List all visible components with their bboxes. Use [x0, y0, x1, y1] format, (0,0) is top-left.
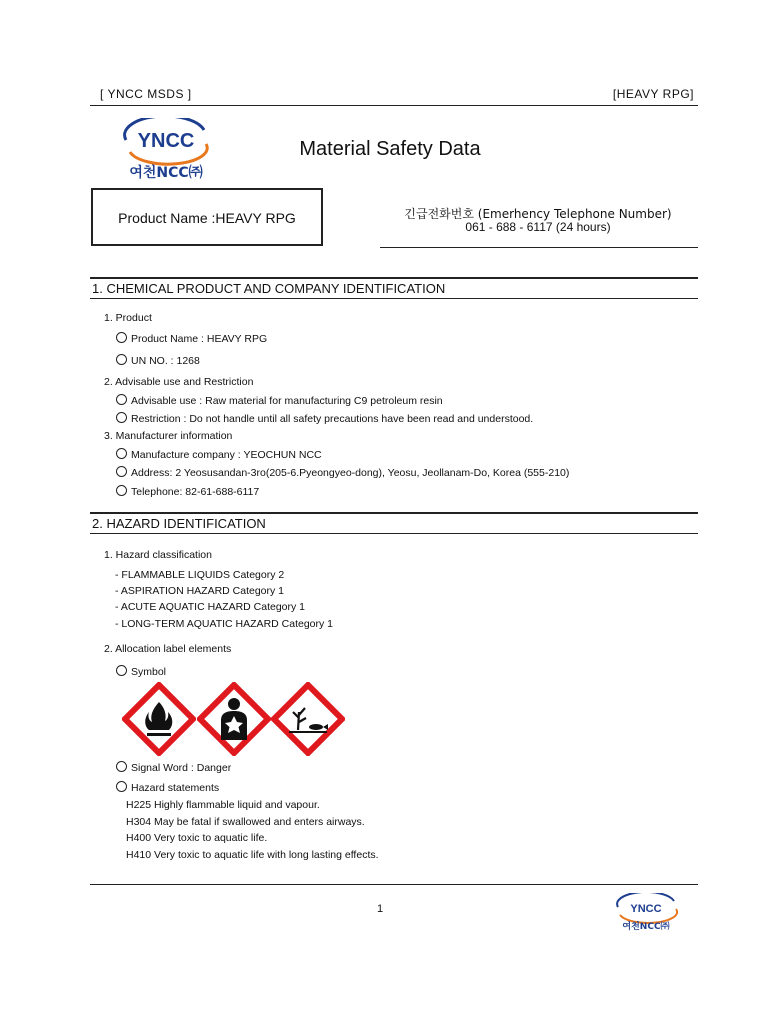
environment-icon [271, 682, 345, 756]
section2-line [126, 799, 320, 811]
section1-top-rule [90, 277, 698, 279]
section2-line-text: - LONG-TERM AQUATIC HAZARD Category 1 [115, 618, 334, 630]
section1-line-text: Telephone: 82-61-688-6117 [131, 486, 260, 498]
section2-line [126, 849, 379, 861]
section2-line-text: H410 Very toxic to aquatic life with long lasting effects. [126, 849, 379, 861]
section2-line [115, 601, 305, 613]
bullet-circle-icon [116, 394, 127, 405]
section2-line [104, 549, 212, 561]
footer-logo-korean: 여천NCC㈜ [622, 922, 670, 932]
bullet-circle-icon [116, 354, 127, 365]
section2-line [126, 816, 365, 828]
bullet-circle-icon [116, 665, 127, 676]
emergency-label: 긴급전화번호 (Emerhency Telephone Number) [404, 207, 672, 221]
footer-logo-wordmark: YNCC [630, 903, 662, 915]
section2-line [115, 618, 333, 630]
bullet-circle-icon [116, 485, 127, 496]
header-doc-id: [ YNCC MSDS ] [100, 87, 192, 101]
section1-line-text: Advisable use : Raw material for manufacturing C9 petroleum resin [131, 395, 443, 407]
product-name-text: Product Name :HEAVY RPG [118, 210, 296, 226]
section1-line [116, 485, 259, 498]
section2-line [126, 832, 267, 844]
section1-line [116, 332, 267, 345]
page-number: 1 [376, 903, 384, 915]
footer-rule [90, 884, 698, 885]
section2-line [115, 569, 284, 581]
emergency-rule [380, 247, 698, 248]
section1-line [116, 354, 200, 367]
section2-line-text: 1. Hazard classification [104, 549, 212, 561]
bullet-circle-icon [116, 332, 127, 343]
bullet-circle-icon [116, 466, 127, 477]
section1-line-text: 1. Product [104, 312, 152, 324]
document-title: Material Safety Data [299, 138, 481, 160]
logo-wordmark: YNCC [137, 130, 195, 152]
section1-line [116, 394, 443, 407]
section2-line-text: - ASPIRATION HAZARD Category 1 [115, 585, 285, 597]
section2-line [115, 585, 284, 597]
section2-line [116, 665, 166, 678]
section1-line [116, 412, 533, 425]
section1-title: 1. CHEMICAL PRODUCT AND COMPANY IDENTIFICATION [92, 281, 446, 296]
section2-line-text: H400 Very toxic to aquatic life. [126, 832, 268, 844]
flame-icon [122, 682, 196, 756]
health-hazard-icon [197, 682, 271, 756]
section1-line-text: Manufacture company : YEOCHUN NCC [131, 449, 322, 461]
bullet-circle-icon [116, 781, 127, 792]
section1-line [104, 430, 232, 442]
section1-line [104, 376, 253, 388]
section2-line-text: - ACUTE AQUATIC HAZARD Category 1 [115, 601, 306, 613]
section1-line [116, 466, 569, 479]
footer-logo [612, 893, 682, 933]
yncc-logo [118, 118, 218, 184]
section2-line-text: H225 Highly flammable liquid and vapour. [126, 799, 320, 811]
section2-title: 2. HAZARD IDENTIFICATION [92, 516, 266, 531]
section1-line-text: Address: 2 Yeosusandan-3ro(205-6.Pyeongyeo-dong), Yeosu, Jeollanam-Do, Korea (555-210) [131, 467, 570, 479]
bullet-circle-icon [116, 448, 127, 459]
section2-top-rule [90, 512, 698, 514]
section2-line-text: Symbol [131, 666, 167, 678]
section1-line-text: 2. Advisable use and Restriction [104, 376, 254, 388]
section1-line-text: Restriction : Do not handle until all safety precautions have been read and understood. [131, 413, 534, 425]
section1-line-text: 3. Manufacturer information [104, 430, 233, 442]
section2-bottom-rule [90, 533, 698, 534]
section1-bottom-rule [90, 298, 698, 299]
section2-line-text: 2. Allocation label elements [104, 643, 232, 655]
header-product-id: [HEAVY RPG] [612, 87, 694, 101]
section2-line [116, 761, 231, 774]
product-name-box [91, 188, 323, 246]
bullet-circle-icon [116, 761, 127, 772]
bullet-circle-icon [116, 412, 127, 423]
header-rule [90, 105, 698, 106]
emergency-number: 061 - 688 - 6117 (24 hours) [465, 220, 611, 234]
section2-line-text: Hazard statements [131, 782, 220, 794]
section1-line-text: Product Name : HEAVY RPG [131, 333, 268, 345]
section2-line [116, 781, 219, 794]
section2-line [104, 643, 231, 655]
section1-line [116, 448, 322, 461]
section1-line-text: UN NO. : 1268 [131, 355, 200, 367]
section2-line-text: Signal Word : Danger [131, 762, 232, 774]
logo-korean: 여천NCC㈜ [129, 165, 203, 181]
section2-line-text: - FLAMMABLE LIQUIDS Category 2 [115, 569, 285, 581]
section2-line-text: H304 May be fatal if swallowed and enters airways. [126, 816, 365, 828]
section1-line [104, 312, 152, 324]
